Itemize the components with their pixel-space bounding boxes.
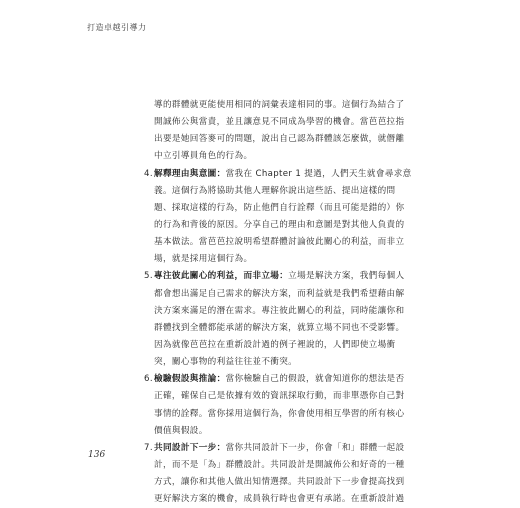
paragraph-line: 更好解決方案的機會，成員執行時也會更有承諾。在重新設計過	[154, 494, 405, 505]
list-number: 7.	[144, 442, 153, 453]
list-item-7-first-line	[144, 440, 410, 457]
list-item-5-first-line	[144, 268, 410, 285]
page-body	[144, 97, 412, 508]
paragraph-line: 基本做法。當芭芭拉說明希望群體討論彼此關心的利益，而非立	[154, 237, 405, 248]
paragraph-line: 中立引導員角色的行為。	[154, 151, 253, 162]
list-item-6-first-line	[144, 371, 410, 388]
list-number: 4.	[144, 168, 153, 179]
paragraph-line: 價值與假設。	[154, 425, 208, 436]
paragraph-line: 方式，讓你和其他人做出知情選擇。共同設計下一步會提高找到	[154, 477, 405, 488]
paragraph-line: 決方案來滿足的潛在需求。專注彼此關心的利益，同時能讓你和	[154, 305, 405, 316]
paragraph-line: 的行為和背後的原因。分享自己的理由和意圖是對其他人負責的	[154, 219, 405, 230]
paragraph-line: 因為就像芭芭拉在重新設計過的例子裡說的，人們即使立場衝	[154, 339, 396, 350]
list-item-title: 共同設計下一步：	[154, 442, 226, 453]
page-number: 136	[88, 450, 106, 460]
paragraph-line: 開誠佈公與當責，並且讓意見不同成為學習的機會。當芭芭拉指	[154, 117, 405, 128]
list-item-4-first-line	[144, 166, 410, 183]
list-item-text: 當你共同設計下一步，你會「和」群體一起設	[225, 442, 405, 453]
paragraph-line: 計，而不是「為」群體設計。共同設計是開誠佈公和好奇的一種	[154, 459, 405, 470]
paragraph-line: 場，就是採用這個行為。	[154, 254, 253, 265]
paragraph-line: 義。這個行為將協助其他人理解你說出這些話、提出這樣的問	[154, 185, 396, 196]
paragraph-line: 導的群體就更能使用相同的詞彙表達相同的事。這個行為結合了	[154, 100, 405, 110]
paragraph-line: 突，關心事物的利益往往並不衝突。	[154, 357, 298, 368]
list-item-text: 立場是解決方案，我們每個人	[288, 271, 405, 282]
paragraph-line: 群體找到全體都能承諾的解決方案，就算立場不同也不受影響。	[154, 322, 405, 333]
paragraph-line: 題、採取這樣的行為，防止他們自行詮釋（而且可能是錯的）你	[154, 202, 405, 213]
list-number: 6.	[144, 374, 153, 385]
list-item-text: 當我在 Chapter 1 提過，人們天生就會尋求意	[225, 168, 412, 179]
paragraph-line: 出要是她回答麥可的問題，說出自己認為群體該怎麼做，就僭離	[154, 134, 405, 145]
paragraph-line: 正確，確保自己是依據有效的資訊採取行動，而非單憑你自己對	[154, 391, 405, 402]
list-item-text: 當你檢驗自己的假設，就會知道你的想法是否	[225, 374, 405, 385]
list-item-title: 專注彼此關心的利益，而非立場：	[154, 271, 289, 282]
paragraph-line: 事情的詮釋。當你採用這個行為，你會使用相互學習的所有核心	[154, 408, 405, 419]
list-number: 5.	[144, 271, 153, 282]
running-header: 打造卓越引導力	[87, 23, 147, 32]
list-item-title: 解釋理由與意圖：	[154, 168, 226, 179]
paragraph-line: 都會想出滿足自己需求的解決方案，而利益就是我們希望藉由解	[154, 288, 405, 299]
list-item-title: 檢驗假設與推論：	[154, 374, 226, 385]
